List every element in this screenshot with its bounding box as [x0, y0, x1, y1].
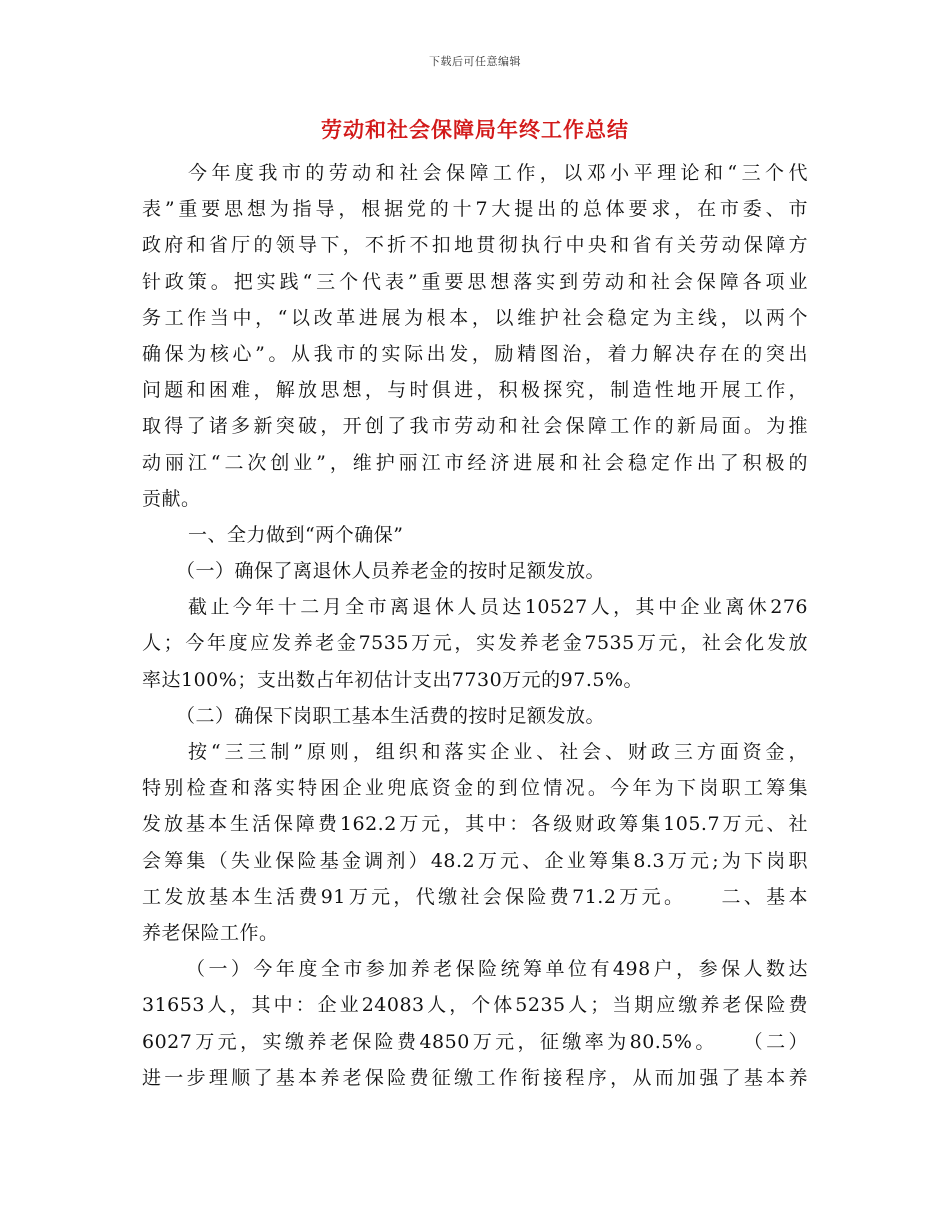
subsection-heading: （一）确保了离退休人员养老金的按时足额发放。 [176, 560, 606, 583]
document-title: 劳动和社会保障局年终工作总结 [321, 117, 629, 142]
paragraph-line: 特别检查和落实特困企业兜底资金的到位情况。今年为下岗职工筹集 [142, 777, 808, 800]
paragraph-line: 取得了诸多新突破，开创了我市劳动和社会保障工作的新局面。为推 [142, 415, 808, 438]
page-header-note: 下载后可任意编辑 [429, 55, 521, 68]
section-heading: 一、全力做到“两个确保” [188, 523, 404, 546]
paragraph-line: 截止今年十二月全市离退休人员达10527人，其中企业离休276 [188, 596, 808, 619]
paragraph-line: 贡献。 [142, 487, 201, 510]
paragraph-line: 政府和省厅的领导下，不折不扣地贯彻执行中央和省有关劳动保障方 [142, 234, 808, 257]
paragraph-line: 表”重要思想为指导，根据党的十7大提出的总体要求，在市委、市 [142, 198, 808, 221]
paragraph-line: （一）今年度全市参加养老保险统筹单位有498户，参保人数达 [186, 958, 808, 981]
paragraph-line: 工发放基本生活费91万元，代缴社会保险费71.2万元。 二、基本 [142, 885, 808, 908]
paragraph-line: 人；今年度应发养老金7535万元，实发养老金7535万元，社会化发放 [142, 632, 808, 655]
subsection-heading: （二）确保下岗职工基本生活费的按时足额发放。 [176, 704, 606, 727]
paragraph-line: 会筹集（失业保险基金调剂）48.2万元、企业筹集8.3万元;为下岗职 [142, 849, 808, 872]
paragraph-line: 率达100%；支出数占年初估计支出7730万元的97.5%。 [142, 668, 644, 691]
paragraph-line: 今年度我市的劳动和社会保障工作，以邓小平理论和“三个代 [188, 162, 808, 184]
document-body [142, 155, 808, 1096]
paragraph-line: 动丽江“二次创业”，维护丽江市经济进展和社会稳定作出了积极的 [142, 451, 808, 474]
paragraph-line: 31653人，其中：企业24083人，个体5235人；当期应缴养老保险费 [142, 994, 808, 1017]
paragraph-line: 按“三三制”原则，组织和落实企业、社会、财政三方面资金， [188, 741, 808, 763]
paragraph-line: 6027万元，实缴养老保险费4850万元，征缴率为80.5%。 （二） [142, 1030, 808, 1053]
paragraph-line: 务工作当中，“以改革进展为根本，以维护社会稳定为主线，以两个 [142, 306, 808, 329]
paragraph-line: 针政策。把实践“三个代表”重要思想落实到劳动和社会保障各项业 [142, 270, 808, 293]
paragraph-line: 发放基本生活保障费162.2万元，其中：各级财政筹集105.7万元、社 [142, 813, 808, 836]
paragraph-line: 问题和困难，解放思想，与时俱进，积极探究，制造性地开展工作， [142, 379, 808, 402]
paragraph-line: 进一步理顺了基本养老保险费征缴工作衔接程序，从而加强了基本养 [142, 1066, 808, 1089]
paragraph-line: 养老保险工作。 [142, 921, 279, 944]
paragraph-line: 确保为核心”。从我市的实际出发，励精图治，着力解决存在的突出 [142, 342, 808, 365]
